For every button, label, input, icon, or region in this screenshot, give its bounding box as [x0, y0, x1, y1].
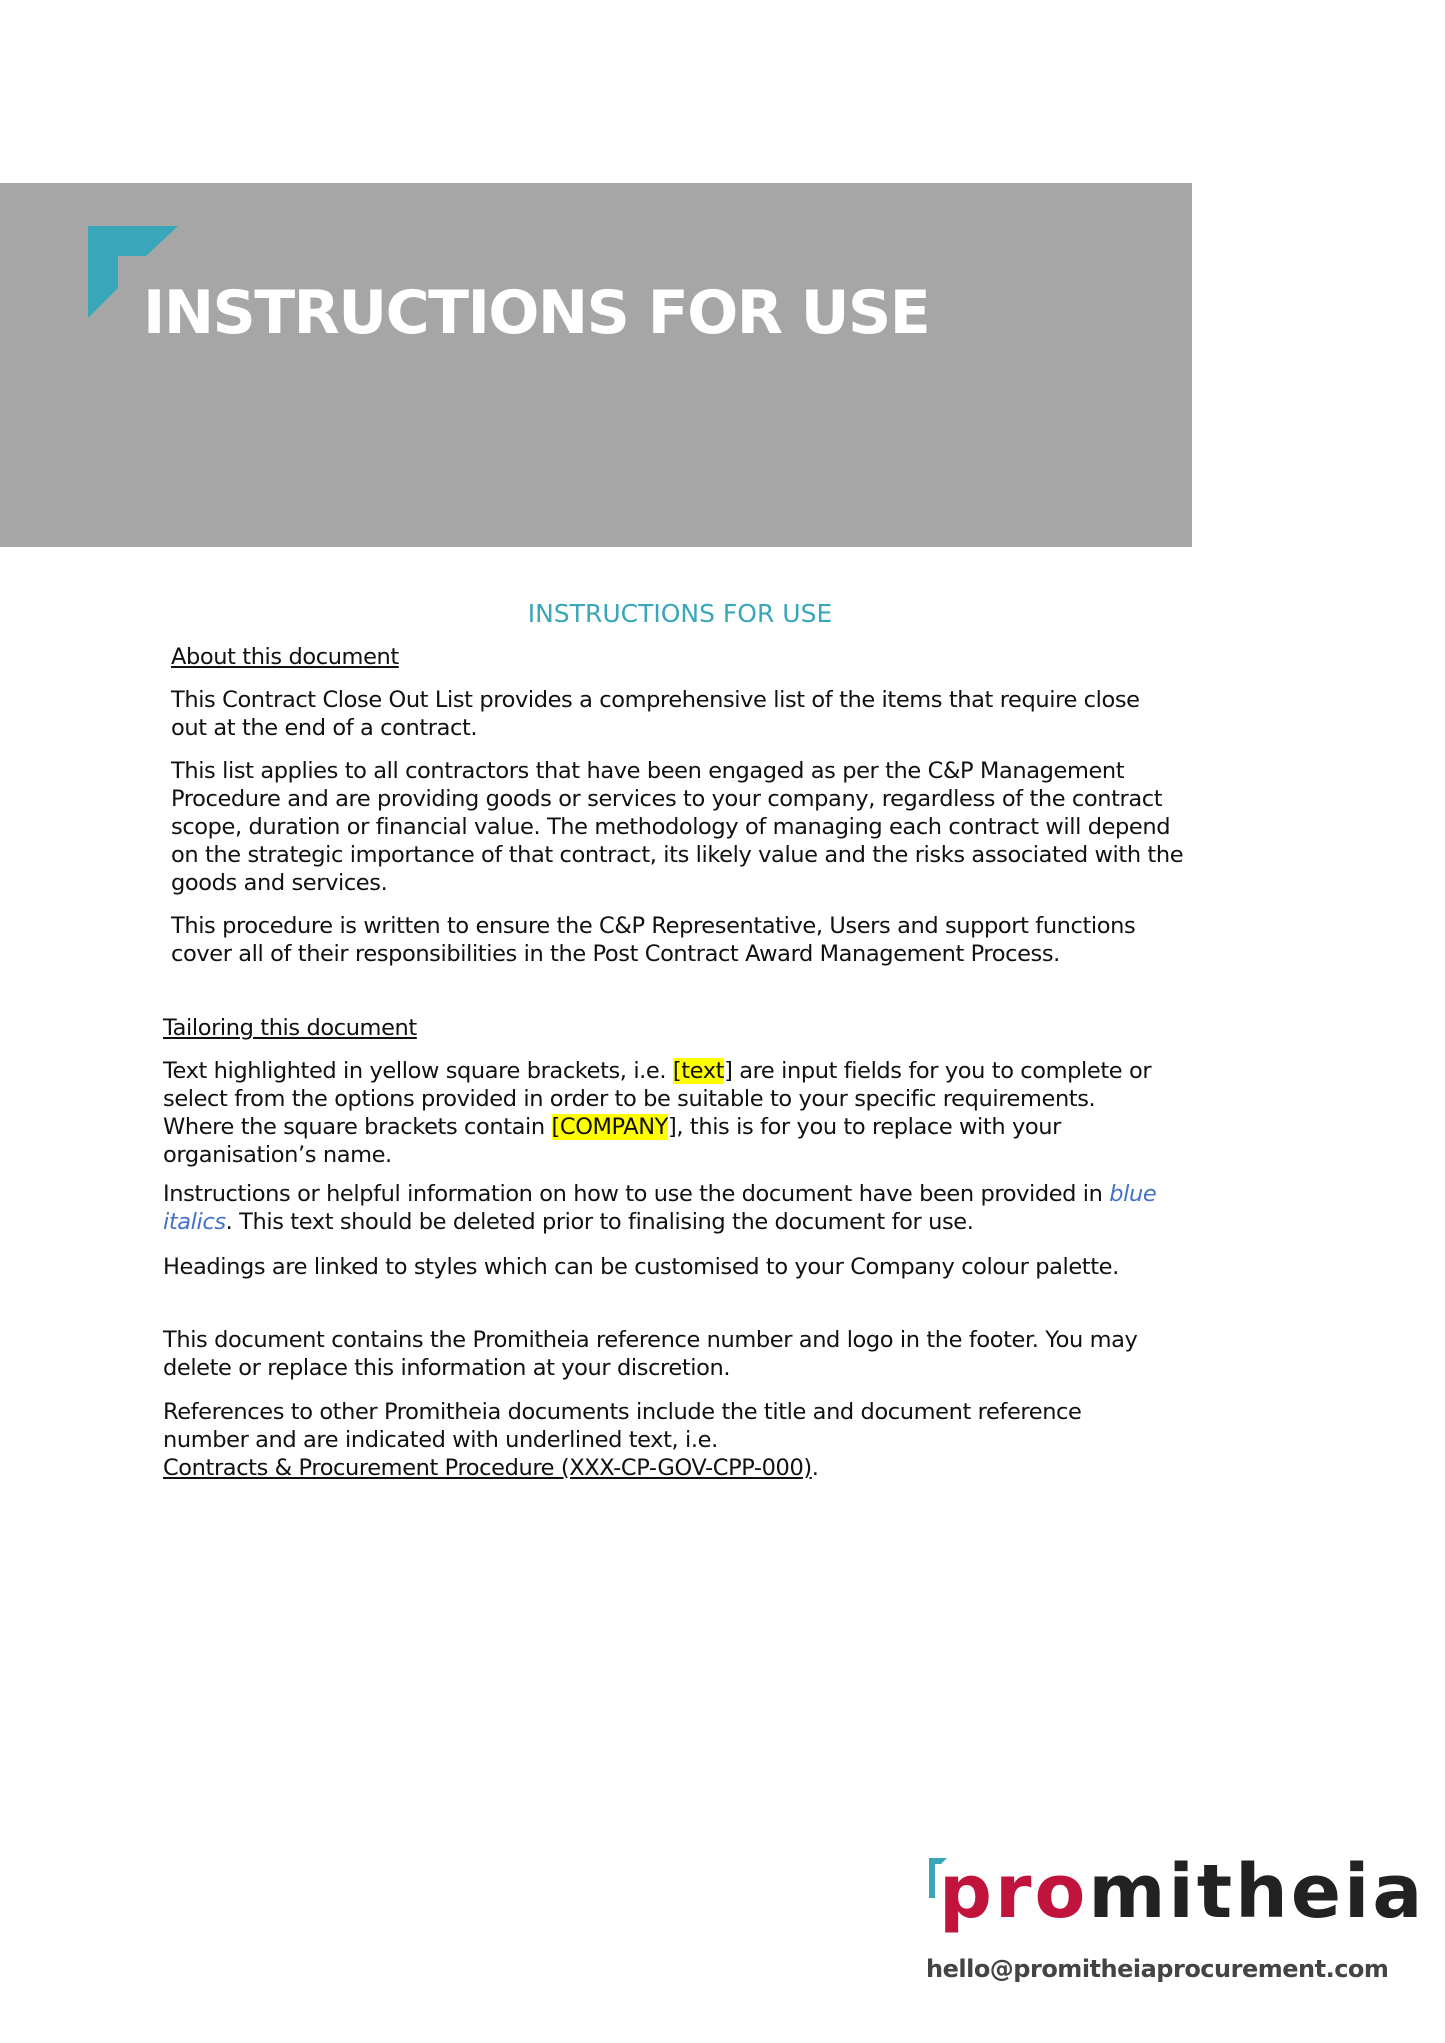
procedure-reference-link[interactable]: Contracts & Procurement Procedure (XXX-CP-GOV-CPP-000) — [163, 1455, 812, 1481]
about-paragraph-2: This list applies to all contractors that have been engaged as per the C&P Management Procedure and are providing goods or services to your company, regardless of the contract scope, duration or financial value. The methodology of managing each contract will depend on the strategic importance of that contract, its likely value and the risks associated with the goods and services. — [171, 758, 1184, 896]
logo-mitheia: mitheia — [1088, 1849, 1426, 1935]
about-paragraph-3: This procedure is written to ensure the C&P Representative, Users and support functions cover all of their responsibilities in the Post Contract Award Management Process. — [171, 913, 1136, 967]
text-segment: . This text should be deleted prior to finalising the document for use. — [225, 1209, 974, 1235]
highlighted-text-field: [text — [672, 1058, 725, 1084]
tailoring-paragraph-1 — [163, 1057, 1163, 1169]
title-banner — [0, 183, 1192, 547]
text-segment: ], this is for you to replace with your organisation’s name. — [163, 1114, 1061, 1168]
logo-pro: pro — [939, 1849, 1089, 1935]
text-segment: References to other Promitheia documents include the title and document reference number and are indicated with underlined text, i.e. — [163, 1399, 1082, 1453]
contact-email[interactable]: hello@promitheiaprocurement.com — [926, 1955, 1389, 1983]
about-heading: About this document — [171, 644, 399, 670]
tailoring-paragraph-4: This document contains the Promitheia reference number and logo in the footer. You may delete or replace this information at your discretion. — [163, 1327, 1138, 1381]
text-segment: . — [811, 1455, 819, 1481]
blue-italics-example: blue italics — [163, 1181, 1157, 1235]
section-heading: INSTRUCTIONS FOR USE — [527, 599, 833, 628]
promitheia-logo — [925, 1849, 1426, 1940]
tailoring-paragraph-3: Headings are linked to styles which can be customised to your Company colour palette. — [163, 1254, 1119, 1280]
banner-title: INSTRUCTIONS FOR USE — [143, 278, 930, 348]
text-segment: Instructions or helpful information on how to use the document have been provided in — [163, 1181, 1110, 1207]
about-paragraph-1: This Contract Close Out List provides a comprehensive list of the items that require close out at the end of a contract. — [171, 687, 1140, 741]
highlighted-company-field: [COMPANY — [551, 1114, 669, 1140]
tailoring-paragraph-5 — [163, 1398, 1173, 1482]
text-segment: Text highlighted in yellow square brackets, i.e. — [163, 1058, 673, 1084]
tailoring-paragraph-2 — [163, 1180, 1203, 1236]
logo-wordmark — [939, 1844, 1425, 1940]
tailoring-heading: Tailoring this document — [163, 1015, 417, 1041]
text-segment: ] are input fields for you to complete or select from the options provided in order to be suitable to your specific requirements. Where the square brackets contain — [163, 1058, 1152, 1140]
